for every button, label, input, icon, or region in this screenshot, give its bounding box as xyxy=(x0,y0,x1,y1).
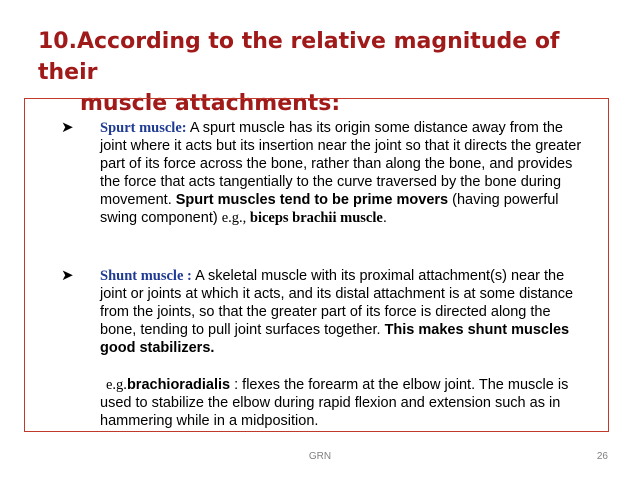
spurt-muscle-text2: (having powerful swing component) xyxy=(100,192,559,226)
shunt-muscle-paragraph xyxy=(100,267,590,357)
page-number: 26 xyxy=(596,451,608,462)
shunt-muscle-bold1: This makes shunt muscles good stabilizers. xyxy=(100,322,570,356)
footer-author: GRN xyxy=(308,451,332,462)
example-paragraph xyxy=(100,376,590,430)
spurt-muscle-eg: e.g., xyxy=(221,210,247,226)
spurt-muscle-bold1: Spurt muscles tend to be prime movers xyxy=(175,192,449,208)
spurt-muscle-paragraph xyxy=(100,119,590,227)
slide-title-line1: 10.According to the relative magnitude of their xyxy=(38,29,560,85)
spurt-muscle-end: . xyxy=(382,210,387,226)
shunt-muscle-term: Shunt muscle : xyxy=(100,268,192,284)
spurt-muscle-biceps: biceps brachii muscle xyxy=(246,210,383,226)
example-term: brachioradialis xyxy=(126,377,231,393)
example-text: : flexes the forearm at the elbow joint. The muscle is used to stabilize the elbow during rapid flexion and extension such as in hammering while in a midposition. xyxy=(100,377,569,429)
slide-title-line2: muscle attachments: xyxy=(80,91,341,116)
spurt-muscle-text1: A spurt muscle has its origin some distance away from the joint where it acts but its insertion near the joint so that it directs the greater part of its force across the bone, rather than along the bone, and provides the force that acts tangentially to the curve traversed by the bone during movement. xyxy=(100,120,582,208)
arrow-bullet-icon: ➤ xyxy=(61,118,74,136)
shunt-muscle-text1: A skeletal muscle with its proximal attachment(s) near the joint or joints at which it acts, and its distal attachment is at some distance from the joints, so that the greater part of its force is directed along the bone, tending to pull joint surfaces together. xyxy=(100,268,574,338)
content-box xyxy=(24,98,609,432)
example-eg: e.g. xyxy=(106,377,127,393)
spurt-muscle-term: Spurt muscle: xyxy=(100,120,187,136)
arrow-bullet-icon: ➤ xyxy=(61,266,74,284)
